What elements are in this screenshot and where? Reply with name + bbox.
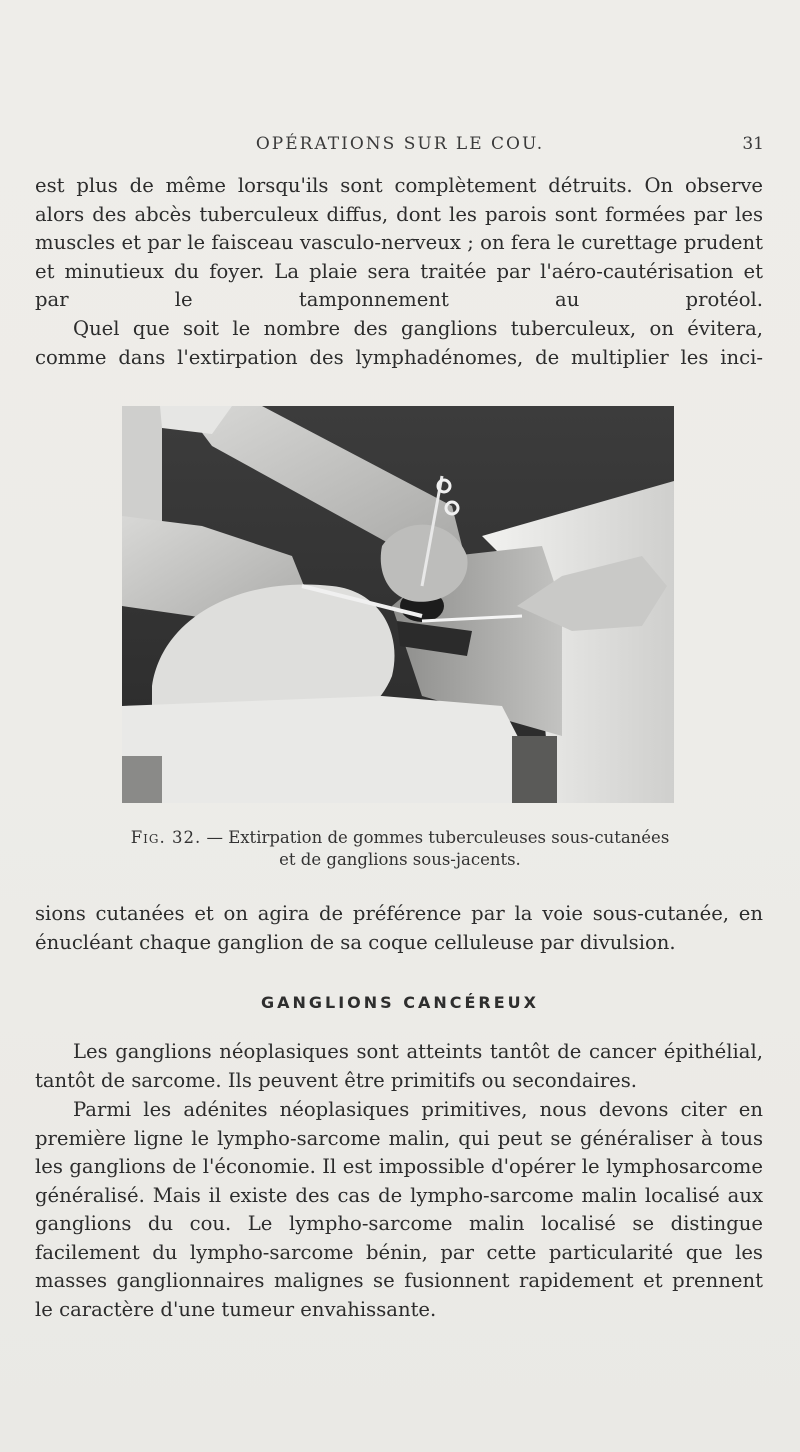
running-title: OPÉRATIONS SUR LE COU.	[255, 134, 545, 154]
paragraph-3: sions cutanées et on agira de préférence par la voie sous-cutanée, en énucléant chaque ganglion de sa coque celluleuse par divulsion.	[35, 902, 763, 954]
paragraph-5: Parmi les adénites néoplasiques primitives, nous devons citer en première ligne le lympho-sarcome malin, qui peut se généraliser à tous les ganglions de l'économie. Il est impossible d'opérer le lymphosarcome généralisé. Mais il existe des cas de lympho-sarcome malin localisé aux ganglions du cou. Le lympho-sarcome malin localisé se distingue facilement du lympho-sarcome bénin, par cette particularité que les masses ganglionnaires malignes se fusionnent rapidement et prennent le caractère d'une tumeur envahissante.	[35, 1098, 763, 1321]
paragraph-1: est plus de même lorsqu'ils sont complètement détruits. On observe alors des abcès tuberculeux diffus, dont les parois sont formées par les muscles et par le faisceau vasculo-nerveux ; on fera le curettage prudent et minutieux du foyer. La plaie sera traitée par l'aéro-cautérisation et par le tamponnement au protéol.	[35, 174, 763, 311]
surgery-photo-illustration	[122, 406, 674, 803]
caption-line-2: et de ganglions sous-jacents.	[279, 850, 521, 869]
figure-caption	[100, 827, 700, 871]
figure-label: Fig. 32.	[130, 828, 202, 847]
paragraph-4: Les ganglions néoplasiques sont atteints tantôt de cancer épithélial, tantôt de sarcome. Ils peuvent être primitifs ou secondaires.	[35, 1040, 763, 1092]
paragraph-2: Quel que soit le nombre des ganglions tuberculeux, on évitera, comme dans l'extirpation des lymphadénomes, de multiplier les inci-	[35, 317, 763, 369]
section-title: GANGLIONS CANCÉREUX	[260, 993, 540, 1012]
page-number: 31	[742, 134, 764, 154]
figure-photograph	[122, 406, 674, 803]
caption-line-1: — Extirpation de gommes tuberculeuses sous-cutanées	[201, 828, 670, 847]
page-header	[30, 134, 770, 158]
